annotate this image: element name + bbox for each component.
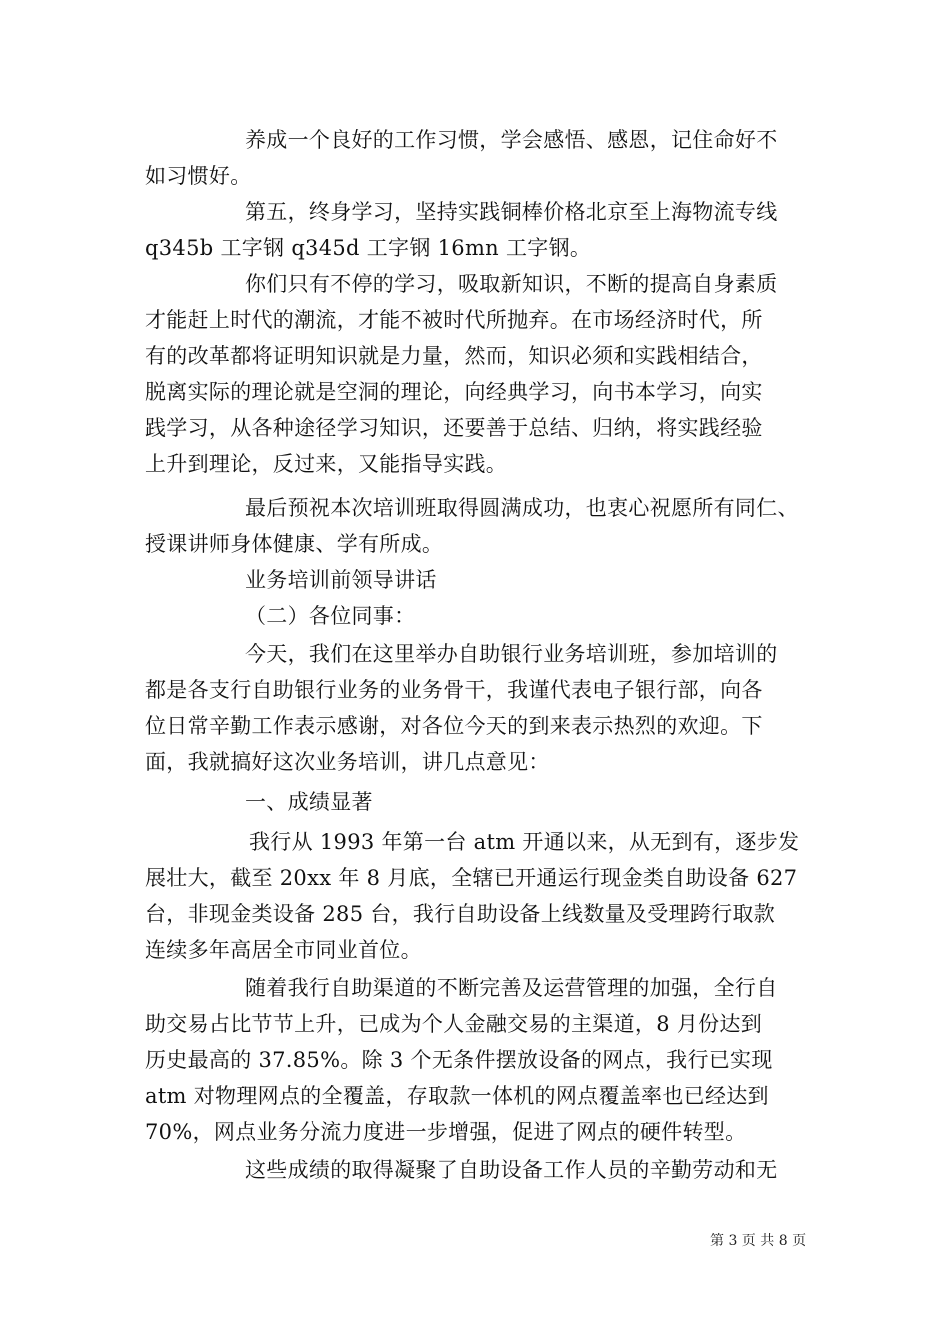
paragraph-line: atm 对物理网点的全覆盖，存取款一体机的网点覆盖率也已经达到 [145,1084,769,1108]
paragraph-line: 这些成绩的取得凝聚了自助设备工作人员的辛勤劳动和无 [245,1158,778,1182]
paragraph-line: 授课讲师身体健康、学有所成。 [145,532,444,556]
paragraph-line: 面，我就搞好这次业务培训，讲几点意见： [145,750,550,774]
paragraph-line: 养成一个良好的工作习惯，学会感悟、感恩，记住命好不 [245,128,778,152]
paragraph-line: 70%，网点业务分流力度进一步增强，促进了网点的硬件转型。 [145,1120,747,1144]
paragraph-line: 都是各支行自助银行业务的业务骨干，我谨代表电子银行部，向各 [145,678,763,702]
paragraph-line: 展壮大，截至 20xx 年 8 月底，全辖已开通运行现金类自助设备 627 [145,866,798,890]
paragraph-line: 历史最高的 37.85%。除 3 个无条件摆放设备的网点，我行已实现 [145,1048,773,1072]
page-number-footer: 第 3 页 共 8 页 [710,1233,807,1249]
paragraph-line: 连续多年高居全市同业首位。 [145,938,422,962]
paragraph-line: 助交易占比节节上升，已成为个人金融交易的主渠道，8 月份达到 [145,1012,763,1036]
paragraph-line: 台，非现金类设备 285 台，我行自助设备上线数量及受理跨行取款 [145,902,776,926]
paragraph-line: 有的改革都将证明知识就是力量，然而，知识必须和实践相结合， [145,344,763,368]
paragraph-line: 位日常辛勤工作表示感谢，对各位今天的到来表示热烈的欢迎。下 [145,714,763,738]
paragraph-line: 上升到理论，反过来，又能指导实践。 [145,452,508,476]
salutation: （二）各位同事： [245,604,416,628]
paragraph-line: 今天，我们在这里举办自助银行业务培训班，参加培训的 [245,642,778,666]
section-heading: 一、成绩显著 [245,790,373,814]
paragraph-line: 随着我行自助渠道的不断完善及运营管理的加强，全行自 [245,976,778,1000]
paragraph-line: 我行从 1993 年第一台 atm 开通以来，从无到有，逐步发 [249,830,800,854]
paragraph-line: 脱离实际的理论就是空洞的理论，向经典学习，向书本学习，向实 [145,380,763,404]
paragraph-line: 你们只有不停的学习，吸取新知识，不断的提高自身素质 [245,272,778,296]
paragraph-line: 最后预祝本次培训班取得圆满成功，也衷心祝愿所有同仁、 [245,496,799,520]
paragraph-line: 践学习，从各种途径学习知识，还要善于总结、归纳，将实践经验 [145,416,763,440]
paragraph-line: 第五，终身学习，坚持实践铜棒价格北京至上海物流专线 [245,200,778,224]
section-title: 业务培训前领导讲话 [245,568,437,592]
paragraph-line: q345b 工字钢 q345d 工字钢 16mn 工字钢。 [145,236,592,260]
paragraph-line: 才能赶上时代的潮流，才能不被时代所抛弃。在市场经济时代，所 [145,308,763,332]
paragraph-line: 如习惯好。 [145,164,252,188]
